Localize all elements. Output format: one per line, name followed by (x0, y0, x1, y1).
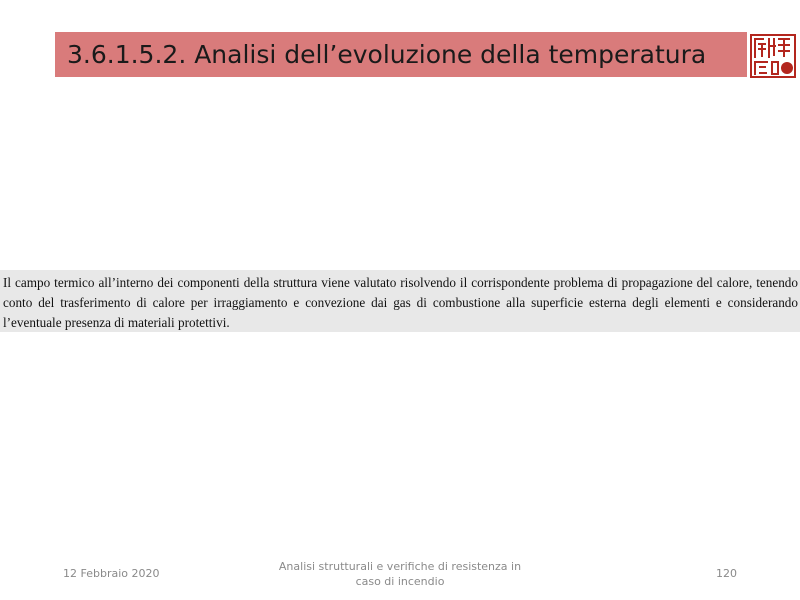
slide-title: 3.6.1.5.2. Analisi dell’evoluzione della temperatura (67, 40, 707, 69)
footer-title-line-1: Analisi strutturali e verifiche di resistenza in (278, 560, 522, 573)
footer-title (270, 559, 530, 589)
seal-logo-icon (750, 34, 796, 78)
page-number: 120 (716, 567, 737, 580)
footer-title-line-2: caso di incendio (355, 575, 445, 588)
body-paragraph: Il campo termico all’interno dei componenti della struttura viene valutato risolvendo il corrispondente problema di propagazione del calore, tenendo conto del trasferimento di calore per irraggiamento e convezione dai gas di combustione alla superficie esterna degli elementi e considerando l’eventuale presenza di materiali protettivi. (3, 275, 798, 330)
footer-date: 12 Febbraio 2020 (63, 567, 160, 580)
body-text-block (0, 270, 800, 332)
title-bar (55, 32, 747, 77)
